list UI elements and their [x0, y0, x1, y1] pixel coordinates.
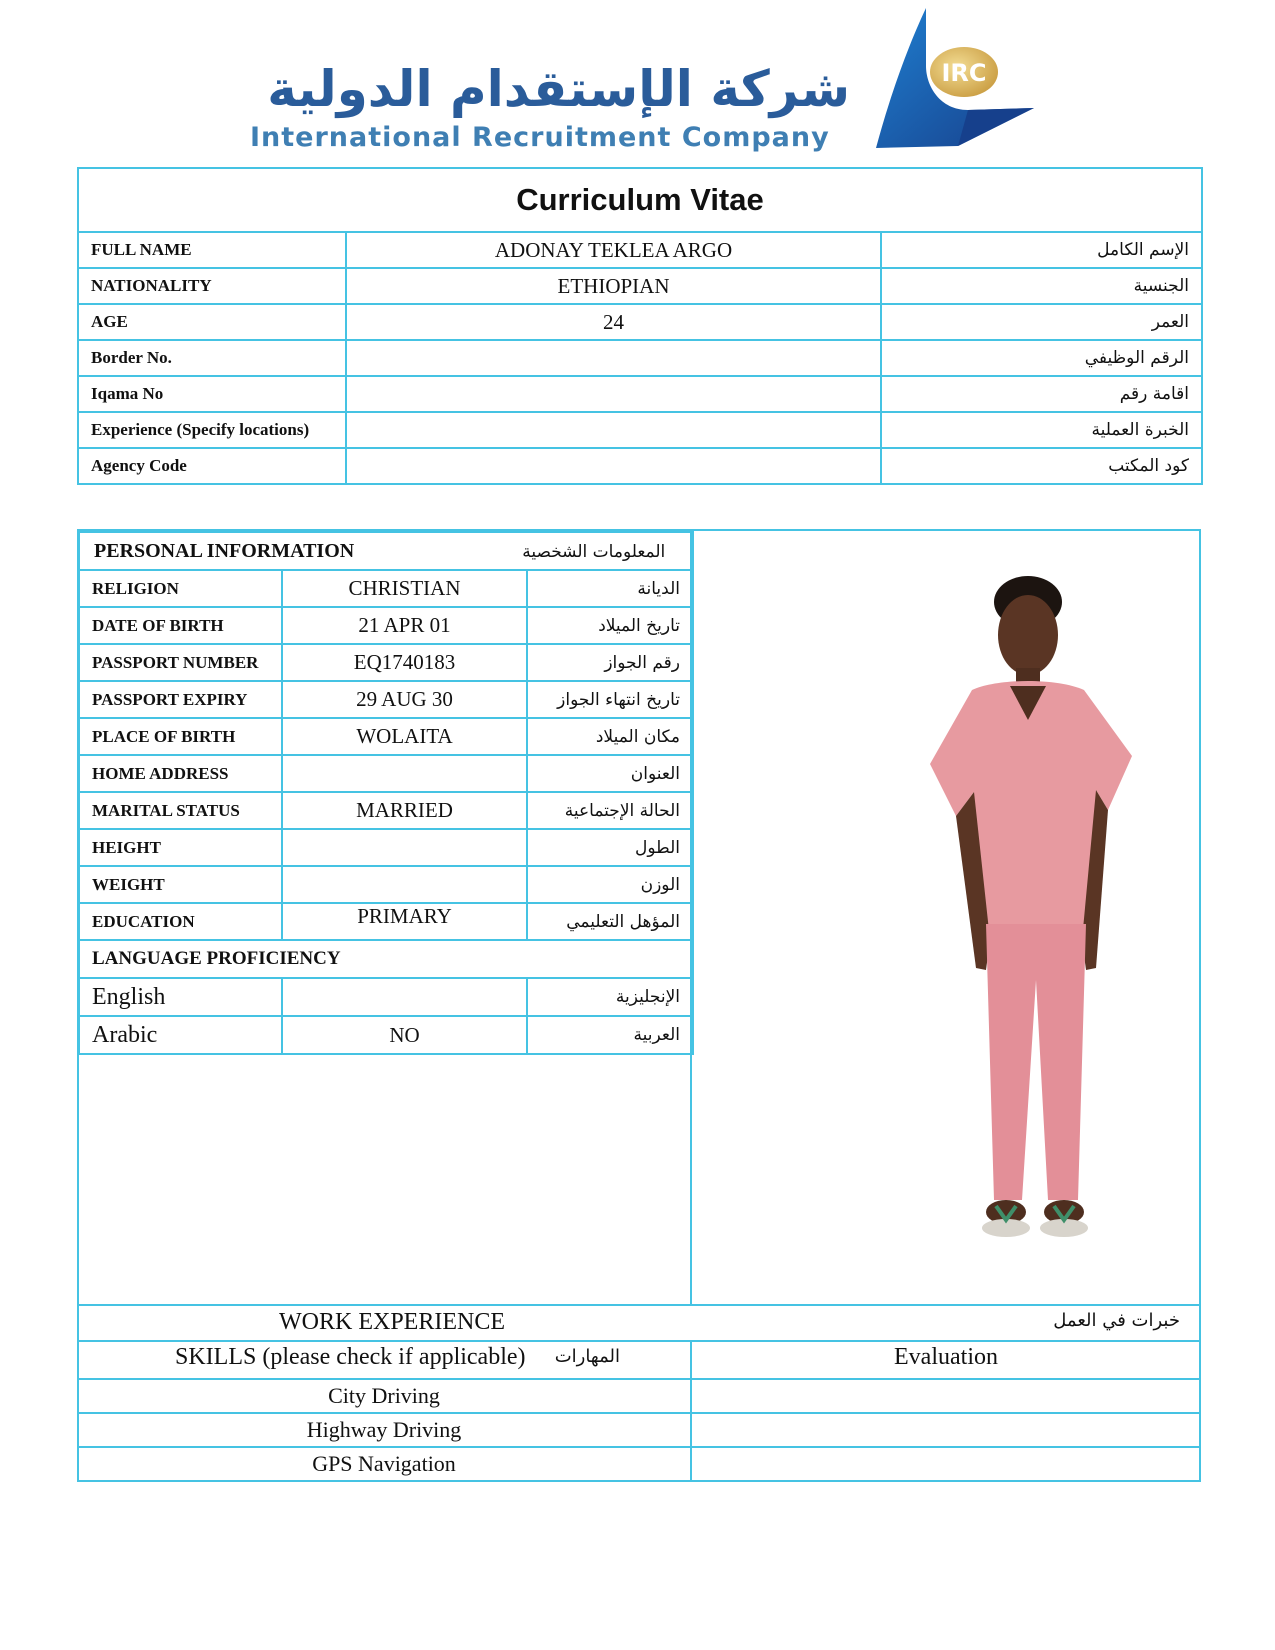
field-value-agency-code: [346, 448, 881, 484]
language-proficiency-heading: LANGUAGE PROFICIENCY: [79, 940, 693, 978]
field-label-arabic: الجنسية: [881, 268, 1202, 304]
language-label-arabic: العربية: [527, 1016, 693, 1054]
field-label: HOME ADDRESS: [79, 755, 282, 792]
language-label: English: [79, 978, 282, 1016]
field-value-full-name: ADONAY TEKLEA ARGO: [346, 232, 881, 268]
table-row: [78, 448, 1202, 484]
skill-item-city-driving: City Driving: [328, 1383, 440, 1408]
table-row: [79, 903, 693, 940]
skills-label-arabic: المهارات: [554, 1346, 620, 1367]
candidate-photo: [900, 560, 1185, 1300]
table-row: [78, 232, 1202, 268]
field-label-arabic: الإسم الكامل: [881, 232, 1202, 268]
field-label-arabic: العمر: [881, 304, 1202, 340]
field-value-education: PRIMARY: [282, 903, 527, 940]
field-value-religion: CHRISTIAN: [282, 570, 527, 607]
table-row: [79, 570, 693, 607]
field-label: RELIGION: [79, 570, 282, 607]
company-logo: [868, 6, 1084, 156]
field-value-arabic: NO: [282, 1016, 527, 1054]
field-label-arabic: رقم الجواز: [527, 644, 693, 681]
field-label-arabic: تاريخ انتهاء الجواز: [527, 681, 693, 718]
field-value-border-no: [346, 340, 881, 376]
skill-item-gps-navigation: GPS Navigation: [312, 1451, 456, 1476]
field-value-passport-expiry: 29 AUG 30: [282, 681, 527, 718]
field-value-weight: [282, 866, 527, 903]
table-row: [79, 978, 693, 1016]
field-value-iqama-no: [346, 376, 881, 412]
table-row: [79, 718, 693, 755]
summary-table: [77, 167, 1203, 485]
table-row: [78, 304, 1202, 340]
field-label-arabic: الرقم الوظيفي: [881, 340, 1202, 376]
field-value-experience: [346, 412, 881, 448]
field-value-place-of-birth: WOLAITA: [282, 718, 527, 755]
table-row: [79, 829, 693, 866]
field-value-date-of-birth: 21 APR 01: [282, 607, 527, 644]
field-value-passport-number: EQ1740183: [282, 644, 527, 681]
table-row: [79, 681, 693, 718]
field-label: HEIGHT: [79, 829, 282, 866]
field-label-arabic: المؤهل التعليمي: [527, 903, 693, 940]
table-row: [79, 1016, 693, 1054]
table-row: [78, 268, 1202, 304]
table-row: [79, 866, 693, 903]
field-label: AGE: [78, 304, 346, 340]
table-row: [78, 412, 1202, 448]
field-label: EDUCATION: [79, 903, 282, 940]
field-label: PASSPORT NUMBER: [79, 644, 282, 681]
table-row: [79, 607, 693, 644]
field-label-arabic: العنوان: [527, 755, 693, 792]
field-label-arabic: الحالة الإجتماعية: [527, 792, 693, 829]
field-value-age: 24: [346, 304, 881, 340]
field-value-height: [282, 829, 527, 866]
field-label-arabic: مكان الميلاد: [527, 718, 693, 755]
work-experience-label-arabic: خبرات في العمل: [1053, 1310, 1180, 1331]
table-row: [79, 644, 693, 681]
table-row: [78, 376, 1202, 412]
field-value-english: [282, 978, 527, 1016]
field-label: Experience (Specify locations): [78, 412, 346, 448]
field-label: MARITAL STATUS: [79, 792, 282, 829]
field-label-arabic: الطول: [527, 829, 693, 866]
language-label-arabic: الإنجليزية: [527, 978, 693, 1016]
field-label: Border No.: [78, 340, 346, 376]
table-row: [78, 340, 1202, 376]
work-experience-label: WORK EXPERIENCE: [279, 1309, 505, 1335]
field-label: NATIONALITY: [78, 268, 346, 304]
logo-badge-text: IRC: [941, 59, 987, 87]
field-label: Iqama No: [78, 376, 346, 412]
table-row: [79, 755, 693, 792]
field-label: PASSPORT EXPIRY: [79, 681, 282, 718]
personal-info-table: [78, 531, 694, 1055]
field-label: DATE OF BIRTH: [79, 607, 282, 644]
company-name-arabic: شركة الإستقدام الدولية: [267, 60, 850, 118]
field-label-arabic: الوزن: [527, 866, 693, 903]
field-label-arabic: الديانة: [527, 570, 693, 607]
personal-info-heading: PERSONAL INFORMATION: [94, 539, 355, 562]
language-label: Arabic: [79, 1016, 282, 1054]
company-name-english: International Recruitment Company: [250, 122, 830, 153]
field-label-arabic: الخبرة العملية: [881, 412, 1202, 448]
field-label: WEIGHT: [79, 866, 282, 903]
evaluation-label: Evaluation: [894, 1344, 998, 1370]
language-heading-row: [79, 940, 693, 978]
skill-item-highway-driving: Highway Driving: [306, 1417, 462, 1442]
personal-info-heading-row: [79, 532, 693, 570]
table-row: [79, 792, 693, 829]
field-value-nationality: ETHIOPIAN: [346, 268, 881, 304]
field-label: Agency Code: [78, 448, 346, 484]
field-label-arabic: كود المكتب: [881, 448, 1202, 484]
field-label: PLACE OF BIRTH: [79, 718, 282, 755]
field-value-home-address: [282, 755, 527, 792]
field-label-arabic: تاريخ الميلاد: [527, 607, 693, 644]
field-value-marital-status: MARRIED: [282, 792, 527, 829]
field-label-arabic: اقامة رقم: [881, 376, 1202, 412]
personal-info-heading-arabic: المعلومات الشخصية: [522, 541, 666, 562]
field-label: FULL NAME: [78, 232, 346, 268]
document-title: Curriculum Vitae: [78, 168, 1202, 232]
skills-label: SKILLS (please check if applicable): [175, 1344, 526, 1370]
